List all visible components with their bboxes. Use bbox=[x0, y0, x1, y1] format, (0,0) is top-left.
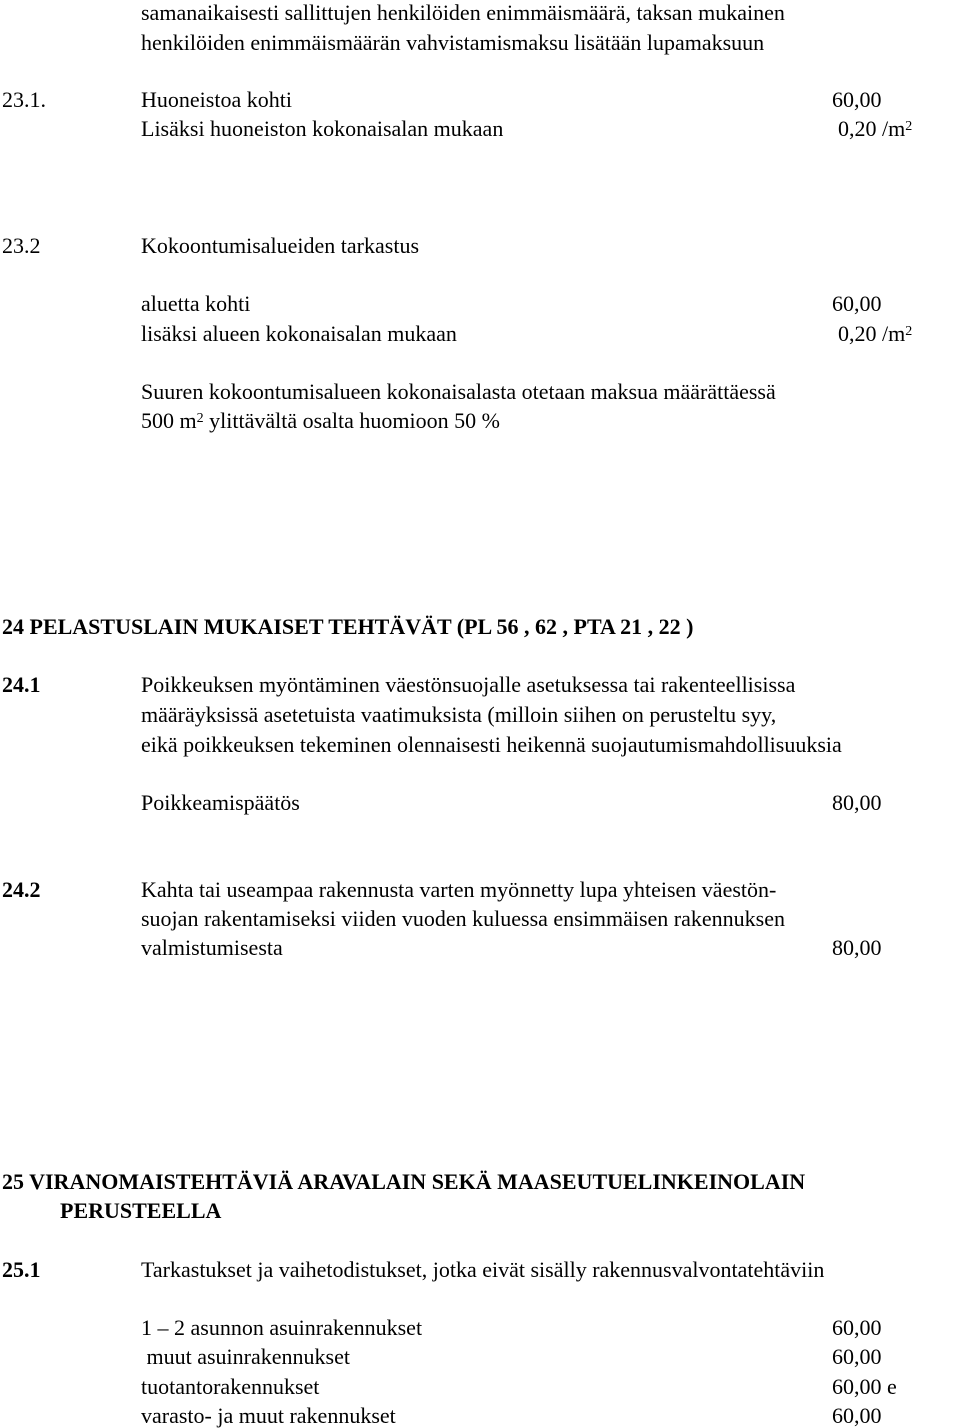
fee-row-price: 60,00 bbox=[832, 1344, 882, 1369]
fee-row-label: 1 – 2 asunnon asuinrakennukset bbox=[141, 1315, 423, 1340]
section-number-24-1: 24.1 bbox=[2, 672, 41, 697]
section-title-25-1: Tarkastukset ja vaihetodistukset, jotka eivät sisälly rakennusvalvontatehtäviin bbox=[141, 1257, 825, 1282]
section-title-23-2: Kokoontumisalueiden tarkastus bbox=[141, 233, 420, 258]
note-line-1: Suuren kokoontumisalueen kokonaisalasta otetaan maksua määrättäessä bbox=[141, 379, 776, 404]
fee-row-price: 60,00 bbox=[832, 1403, 882, 1428]
intro-line-2: henkilöiden enimmäismäärän vahvistamismaksu lisätään lupamaksuun bbox=[141, 30, 765, 55]
section-number-24-2: 24.2 bbox=[2, 877, 41, 902]
section-heading-25-line-1: 25 VIRANOMAISTEHTÄVIÄ ARAVALAIN SEKÄ MAASEUTUELINKEINOLAIN bbox=[2, 1169, 806, 1194]
section-heading-24: 24 PELASTUSLAIN MUKAISET TEHTÄVÄT (PL 56 , 62 , PTA 21 , 22 ) bbox=[2, 614, 694, 639]
fee-price-shared-shelter: 80,00 bbox=[832, 935, 882, 960]
section-heading-25-line-2: PERUSTEELLA bbox=[60, 1198, 222, 1223]
fee-row-label: tuotantorakennukset bbox=[141, 1374, 320, 1399]
paragraph-24-1-line-2: määräyksissä asetetuista vaatimuksista (milloin siihen on perusteltu syy, bbox=[141, 702, 777, 727]
paragraph-24-2-line-2: suojan rakentamiseksi viiden vuoden kuluessa ensimmäisen rakennuksen bbox=[141, 906, 785, 931]
section-number-23-2: 23.2 bbox=[2, 233, 41, 258]
fee-price-exception-decision: 80,00 bbox=[832, 790, 882, 815]
fee-row-price: 60,00 e bbox=[832, 1374, 897, 1399]
fee-price-per-apartment: 60,00 bbox=[832, 87, 882, 112]
fee-label-area-size: lisäksi alueen kokonaisalan mukaan bbox=[141, 321, 457, 346]
fee-label-exception-decision: Poikkeamispäätös bbox=[141, 790, 300, 815]
paragraph-24-1-line-3: eikä poikkeuksen tekeminen olennaisesti heikennä suojautumismahdollisuuksia bbox=[141, 732, 842, 757]
paragraph-24-2-line-3: valmistumisesta bbox=[141, 935, 283, 960]
intro-line-1: samanaikaisesti sallittujen henkilöiden enimmäismäärä, taksan mukainen bbox=[141, 0, 785, 25]
fee-price-area-size: 0,20 $/m^2$ bbox=[838, 321, 913, 346]
fee-row-price: 60,00 bbox=[832, 1315, 882, 1340]
note-line-2: 500 $m^2$ ylittävältä osalta huomioon 50 % bbox=[141, 408, 500, 433]
fee-label-per-apartment: Huoneistoa kohti bbox=[141, 87, 292, 112]
fee-price-apartment-area: 0,20 $/m^2$ bbox=[838, 116, 913, 141]
paragraph-24-2-line-1: Kahta tai useampaa rakennusta varten myönnetty lupa yhteisen väestön- bbox=[141, 877, 777, 902]
section-number-23-1: 23.1. bbox=[2, 87, 46, 112]
fee-row-label: varasto- ja muut rakennukset bbox=[141, 1403, 396, 1428]
fee-row-label: muut asuinrakennukset bbox=[141, 1344, 350, 1369]
fee-label-per-area: aluetta kohti bbox=[141, 291, 251, 316]
fee-label-apartment-area: Lisäksi huoneiston kokonaisalan mukaan bbox=[141, 116, 504, 141]
fee-price-per-area: 60,00 bbox=[832, 291, 882, 316]
section-number-25-1: 25.1 bbox=[2, 1257, 41, 1282]
paragraph-24-1-line-1: Poikkeuksen myöntäminen väestönsuojalle asetuksessa tai rakenteellisissa bbox=[141, 672, 796, 697]
